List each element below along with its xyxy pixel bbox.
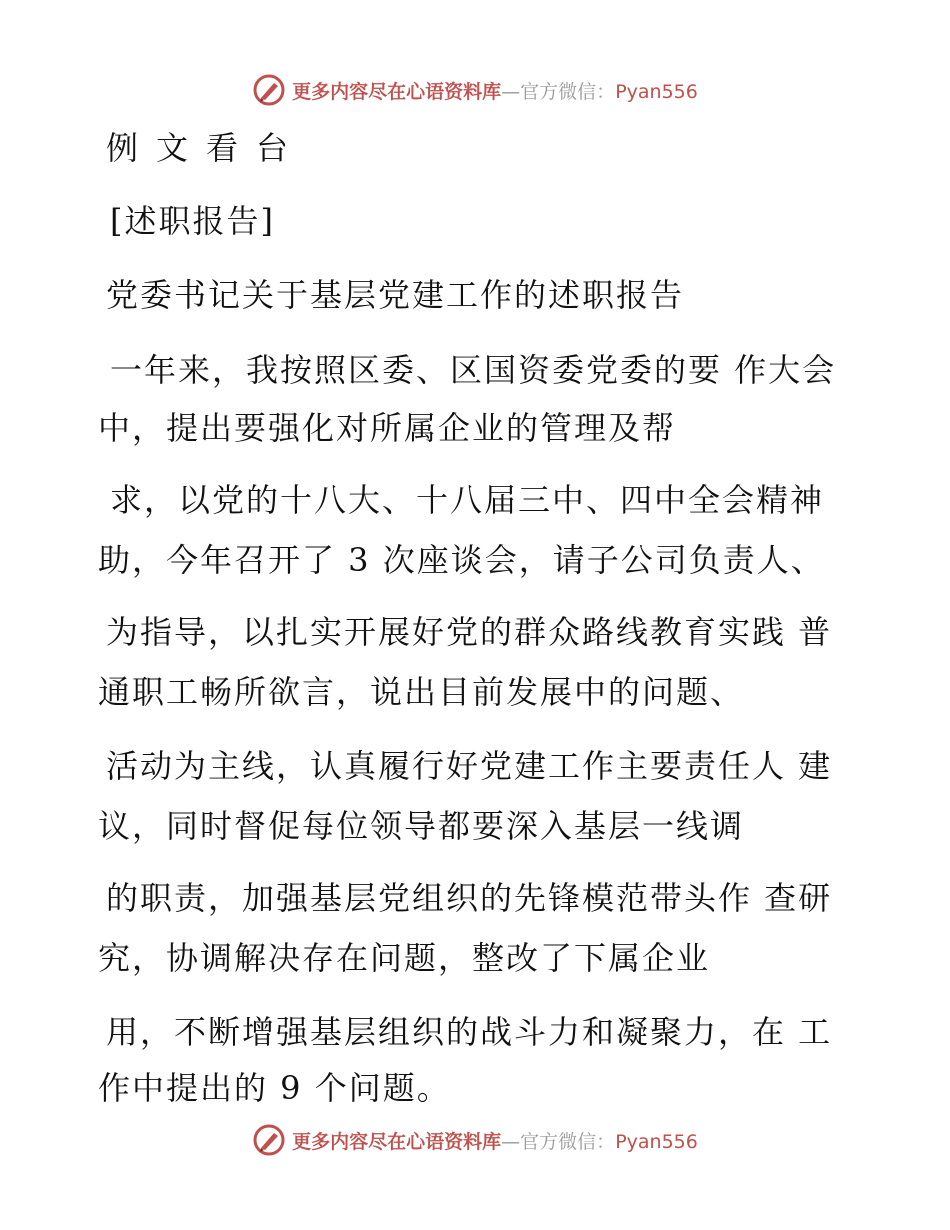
header-banner bbox=[0, 70, 950, 110]
section-title: 例文看台 bbox=[106, 129, 307, 167]
banner-dash: — bbox=[501, 80, 521, 103]
banner-text bbox=[292, 1127, 698, 1154]
category-label: [述职报告] bbox=[110, 202, 275, 240]
body-line: 求，以党的十八大、十八届三中、四中全会精神 bbox=[110, 481, 825, 519]
body-line: 助，今年召开了 3 次座谈会，请子公司负责人、 bbox=[98, 541, 825, 579]
body-line: 中，提出要强化对所属企业的管理及帮 bbox=[98, 409, 677, 447]
body-line: 作中提出的 9 个问题。 bbox=[98, 1069, 451, 1107]
body-line: 议，同时督促每位领导都要深入基层一线调 bbox=[98, 807, 745, 845]
body-line: 活动为主线，认真履行好党建工作主要责任人 建 bbox=[106, 747, 833, 785]
footer-banner bbox=[0, 1120, 950, 1160]
banner-slogan: 更多内容尽在心语资料库 bbox=[292, 80, 502, 103]
body-line: 用，不断增强基层组织的战斗力和凝聚力，在 工 bbox=[106, 1013, 833, 1051]
pen-logo-icon bbox=[252, 1123, 286, 1157]
banner-wechat-label: 官方微信： bbox=[520, 1130, 616, 1153]
banner-dash: — bbox=[501, 1130, 521, 1153]
report-title: 党委书记关于基层党建工作的述职报告 bbox=[106, 276, 685, 314]
body-line: 究，协调解决存在问题，整改了下属企业 bbox=[98, 939, 711, 977]
banner-slogan: 更多内容尽在心语资料库 bbox=[292, 1130, 502, 1153]
banner-account: Pyan556 bbox=[615, 80, 698, 103]
pen-logo-icon bbox=[252, 73, 286, 107]
banner-account: Pyan556 bbox=[615, 1130, 698, 1153]
body-line: 通职工畅所欲言，说出目前发展中的问题、 bbox=[98, 673, 745, 711]
body-line: 一年来，我按照区委、区国资委党委的要 作大会 bbox=[110, 351, 837, 389]
body-line: 的职责，加强基层党组织的先锋模范带头作 查研 bbox=[106, 879, 833, 917]
banner-text bbox=[292, 77, 698, 104]
body-line: 为指导，以扎实开展好党的群众路线教育实践 普 bbox=[106, 613, 833, 651]
banner-wechat-label: 官方微信： bbox=[520, 80, 616, 103]
